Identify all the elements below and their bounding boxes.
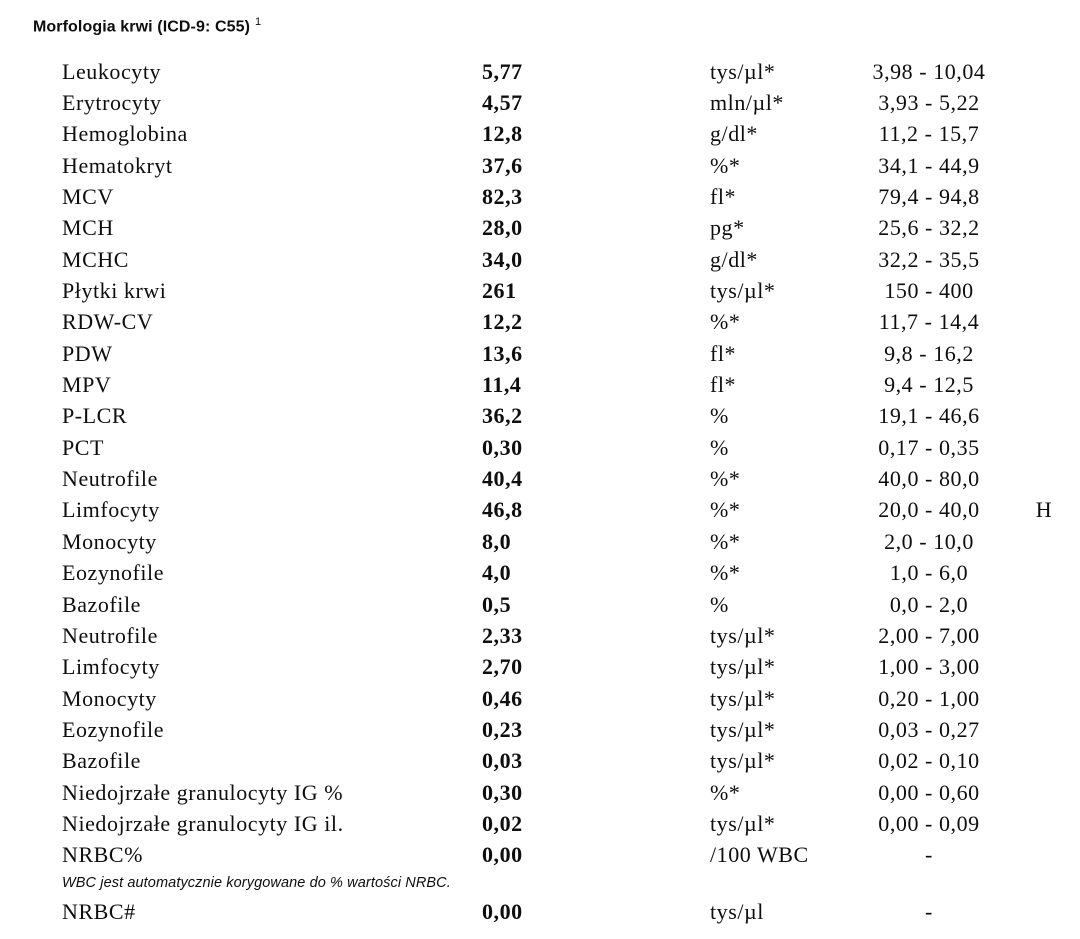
test-unit: tys/µl* <box>710 58 776 84</box>
test-reference-range: 25,6 - 32,2 <box>878 215 980 241</box>
test-name: Neutrofile <box>62 622 158 648</box>
table-row <box>0 307 1080 338</box>
test-reference-range: 11,2 - 15,7 <box>878 121 980 147</box>
test-unit: fl* <box>710 340 737 366</box>
test-reference-range: - <box>925 842 933 868</box>
table-row <box>0 526 1080 557</box>
table-row <box>0 896 1080 927</box>
test-unit: fl* <box>710 372 737 398</box>
table-row <box>0 683 1080 714</box>
table-row <box>0 369 1080 400</box>
test-reference-range: 79,4 - 94,8 <box>878 184 980 210</box>
test-unit: %* <box>710 466 741 492</box>
test-value: 4,57 <box>482 90 523 116</box>
test-name: NRBC# <box>62 898 136 924</box>
test-value: 46,8 <box>482 497 523 523</box>
test-unit: tys/µl* <box>710 748 776 774</box>
table-row <box>0 777 1080 808</box>
test-reference-range: 3,98 - 10,04 <box>872 58 986 84</box>
test-name: NRBC% <box>62 842 143 868</box>
test-name: MCHC <box>62 246 129 272</box>
table-row <box>0 620 1080 651</box>
test-value: 4,0 <box>482 560 512 586</box>
test-reference-range: 0,02 - 0,10 <box>878 748 980 774</box>
table-row <box>0 150 1080 181</box>
test-reference-range: 150 - 400 <box>884 278 974 304</box>
test-unit: % <box>710 403 729 429</box>
table-row <box>0 275 1080 306</box>
test-value: 8,0 <box>482 528 512 554</box>
test-reference-range: 1,0 - 6,0 <box>889 560 969 586</box>
test-reference-range: 0,03 - 0,27 <box>878 716 980 742</box>
table-row <box>0 213 1080 244</box>
test-name: Limfocyty <box>62 497 160 523</box>
test-name: Limfocyty <box>62 654 160 680</box>
test-reference-range: 9,8 - 16,2 <box>884 340 974 366</box>
page-title-superscript: 1 <box>255 16 262 28</box>
table-row <box>0 652 1080 683</box>
test-value: 0,03 <box>482 748 523 774</box>
test-reference-range: 0,00 - 0,60 <box>878 779 980 805</box>
table-row <box>0 338 1080 369</box>
test-unit: %* <box>710 152 741 178</box>
table-row <box>0 432 1080 463</box>
test-unit: % <box>710 434 729 460</box>
test-name: Neutrofile <box>62 466 158 492</box>
test-reference-range: 0,0 - 2,0 <box>889 591 969 617</box>
test-unit: %* <box>710 528 741 554</box>
test-value: 36,2 <box>482 403 523 429</box>
test-unit: tys/µl* <box>710 278 776 304</box>
test-reference-range: - <box>925 898 933 924</box>
table-note: WBC jest automatycznie korygowane do % wartości NRBC. <box>62 875 451 892</box>
results-table <box>0 56 1080 927</box>
test-name: MCH <box>62 215 114 241</box>
test-reference-range: 19,1 - 46,6 <box>878 403 980 429</box>
test-value: 0,00 <box>482 898 523 924</box>
test-value: 261 <box>482 278 517 304</box>
test-value: 28,0 <box>482 215 523 241</box>
test-value: 13,6 <box>482 340 523 366</box>
test-value: 12,8 <box>482 121 523 147</box>
test-reference-range: 2,0 - 10,0 <box>884 528 974 554</box>
page-title <box>33 16 261 36</box>
test-reference-range: 9,4 - 12,5 <box>884 372 974 398</box>
test-name: Hemoglobina <box>62 121 188 147</box>
test-reference-range: 34,1 - 44,9 <box>878 152 980 178</box>
test-value: 0,46 <box>482 685 523 711</box>
test-unit: %* <box>710 497 741 523</box>
test-value: 0,02 <box>482 810 523 836</box>
test-unit: tys/µl* <box>710 716 776 742</box>
test-name: MCV <box>62 184 114 210</box>
test-name: Niedojrzałe granulocyty IG % <box>62 779 344 805</box>
table-row <box>0 495 1080 526</box>
test-name: PDW <box>62 340 113 366</box>
test-name: Leukocyty <box>62 58 162 84</box>
test-name: Monocyty <box>62 528 157 554</box>
test-value: 12,2 <box>482 309 523 335</box>
test-name: Bazofile <box>62 591 141 617</box>
test-name: PCT <box>62 434 104 460</box>
test-unit: tys/µl* <box>710 685 776 711</box>
table-row <box>0 840 1080 871</box>
test-unit: %* <box>710 560 741 586</box>
table-row <box>0 714 1080 745</box>
test-unit: %* <box>710 779 741 805</box>
test-reference-range: 32,2 - 35,5 <box>878 246 980 272</box>
test-unit: %* <box>710 309 741 335</box>
test-unit: % <box>710 591 729 617</box>
table-row <box>0 181 1080 212</box>
test-value: 34,0 <box>482 246 523 272</box>
table-row <box>0 463 1080 494</box>
test-name: Płytki krwi <box>62 278 167 304</box>
table-row <box>0 558 1080 589</box>
test-value: 40,4 <box>482 466 523 492</box>
test-value: 0,30 <box>482 434 523 460</box>
test-value: 37,6 <box>482 152 523 178</box>
test-name: Niedojrzałe granulocyty IG il. <box>62 810 344 836</box>
table-row <box>0 56 1080 87</box>
test-name: Eozynofile <box>62 560 165 586</box>
table-row <box>0 401 1080 432</box>
test-value: 2,33 <box>482 622 523 648</box>
table-row <box>0 244 1080 275</box>
test-reference-range: 3,93 - 5,22 <box>878 90 980 116</box>
test-name: Eozynofile <box>62 716 165 742</box>
table-row <box>0 746 1080 777</box>
test-unit: tys/µl* <box>710 622 776 648</box>
test-name: Hematokryt <box>62 152 173 178</box>
test-name: Bazofile <box>62 748 141 774</box>
test-unit: pg* <box>710 215 745 241</box>
test-name: RDW-CV <box>62 309 154 335</box>
test-reference-range: 40,0 - 80,0 <box>878 466 980 492</box>
test-unit: tys/µl* <box>710 810 776 836</box>
test-value: 0,23 <box>482 716 523 742</box>
table-row <box>0 87 1080 118</box>
test-value: 0,00 <box>482 842 523 868</box>
test-reference-range: 11,7 - 14,4 <box>878 309 980 335</box>
test-reference-range: 0,20 - 1,00 <box>878 685 980 711</box>
test-unit: tys/µl <box>710 898 764 924</box>
test-unit: fl* <box>710 184 737 210</box>
test-unit: g/dl* <box>710 246 758 272</box>
test-value: 5,77 <box>482 58 523 84</box>
test-name: P-LCR <box>62 403 128 429</box>
test-name: Erytrocyty <box>62 90 162 116</box>
test-name: Monocyty <box>62 685 157 711</box>
test-abnormal-flag: H <box>1035 497 1053 523</box>
test-reference-range: 1,00 - 3,00 <box>878 654 980 680</box>
table-row <box>0 589 1080 620</box>
test-value: 0,5 <box>482 591 512 617</box>
test-unit: mln/µl* <box>710 90 784 116</box>
test-value: 0,30 <box>482 779 523 805</box>
test-unit: g/dl* <box>710 121 758 147</box>
test-unit: tys/µl* <box>710 654 776 680</box>
page-title-text: Morfologia krwi (ICD-9: C55) <box>33 18 251 36</box>
test-unit: /100 WBC <box>710 842 809 868</box>
test-value: 11,4 <box>482 372 522 398</box>
test-value: 82,3 <box>482 184 523 210</box>
test-reference-range: 0,17 - 0,35 <box>878 434 980 460</box>
test-value: 2,70 <box>482 654 523 680</box>
table-row <box>0 808 1080 839</box>
test-reference-range: 2,00 - 7,00 <box>878 622 980 648</box>
test-name: MPV <box>62 372 112 398</box>
test-reference-range: 20,0 - 40,0 <box>878 497 980 523</box>
table-row <box>0 119 1080 150</box>
test-reference-range: 0,00 - 0,09 <box>878 810 980 836</box>
